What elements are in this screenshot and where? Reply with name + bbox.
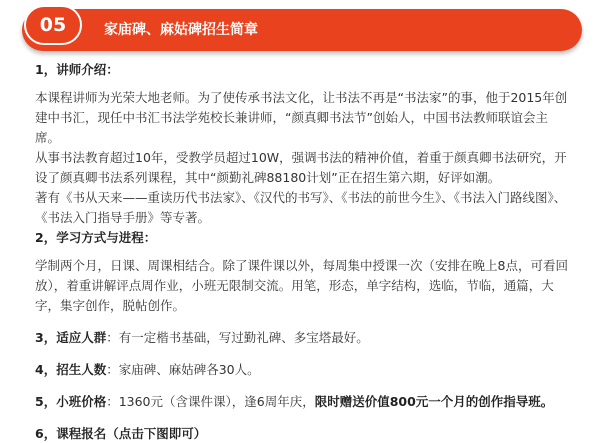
audience-label: 3，适应人群 — [35, 330, 107, 345]
enrollment-text: ：家庙碑、麻姑碑各30人。 — [106, 362, 260, 377]
enrollment-line — [35, 360, 570, 380]
section-number-badge: 05 — [24, 5, 82, 45]
section-heading-instructor: 1，讲师介绍： — [35, 62, 119, 77]
price-label: 5，小班价格 — [35, 394, 107, 409]
audience-line — [35, 328, 570, 348]
instructor-paragraph-3: 著有《书从天来——重读历代书法家》、《汉代的书写》、《书法的前世今生》、《书法入门路线图》、《书法入门指导手册》等专著。 — [35, 190, 567, 225]
article-content — [35, 60, 570, 443]
price-text: ：1360元（含课件课），逢6周年庆， — [106, 394, 315, 409]
price-line — [35, 392, 570, 412]
instructor-paragraph-2: 从事书法教育超过10年，受教学员超过10W，强调书法的精神价值，着重于颜真卿书法研究，开设了颜真卿书法系列课程，其中“颜勤礼碑88180计划”正在招生第六期，好评如潮。 — [35, 150, 567, 185]
section-heading-study-method: 2，学习方式与进程： — [35, 230, 157, 245]
enrollment-label: 4，招生人数 — [35, 362, 107, 377]
section-heading-registration: 6，课程报名（点击下图即可） — [35, 426, 207, 441]
study-method-paragraph: 学制两个月，日课、周课相结合。除了课件课以外，每周集中授课一次（安排在晚上8点，可看回放），着重讲解评点周作业，小班无限制交流。用笔，形态，单字结构，选临，节临，通篇，大字，集字创作，脱帖创作。 — [35, 258, 568, 313]
banner-title: 家庙碑、麻姑碑招生简章 — [104, 22, 258, 38]
price-promo: 限时赠送价值800元一个月的创作指导班。 — [314, 394, 554, 409]
audience-text: ：有一定楷书基础，写过勤礼碑、多宝塔最好。 — [106, 330, 369, 345]
instructor-paragraph-1: 本课程讲师为光荣大地老师。为了使传承书法文化，让书法不再是“书法家”的事，他于2015年创建中书汇，现任中书汇书法学苑校长兼讲师，“颜真卿书法节”创始人，中国书法教师联谊会主席。 — [35, 90, 568, 145]
section-banner — [22, 9, 582, 51]
